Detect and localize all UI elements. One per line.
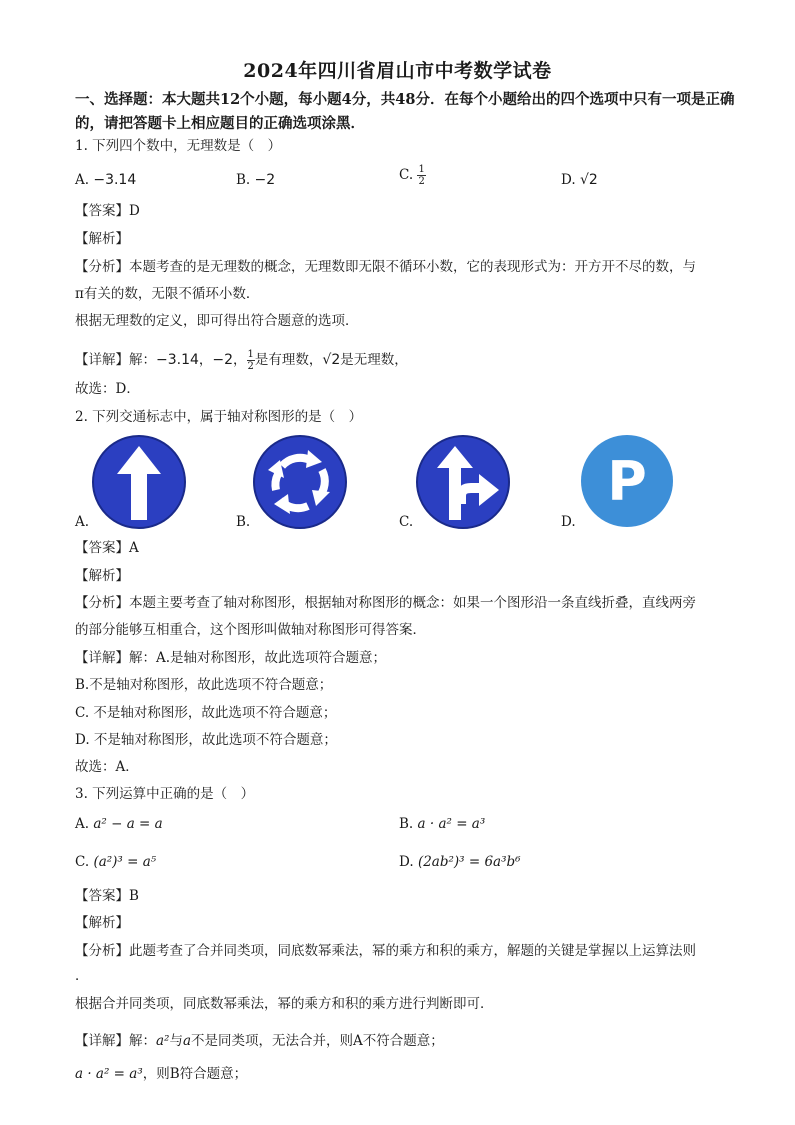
q1-answer: 【答案】D: [75, 203, 140, 219]
q1-option-b: [236, 172, 275, 188]
sign-straight-arrow-icon: [91, 434, 187, 530]
page-title: 2024年四川省眉山市中考数学试卷: [243, 60, 552, 82]
q3-analysis-tag: 【解析】: [75, 915, 129, 931]
q3-option-d: [399, 854, 521, 870]
option-expr: a · a² = a³: [417, 816, 486, 832]
q2-detail-line1: 【详解】解：A.是轴对称图形，故此选项符合题意；: [75, 650, 387, 666]
section-heading: 一、选择题：本大题共12个小题，每小题4分，共48分．在每个小题给出的四个选项中只有一项是正确的，请把答题卡上相应题目的正确选项涂黑．: [75, 91, 735, 132]
q1-conclusion: 故选：D．: [75, 381, 140, 397]
fraction-denominator: 2: [418, 176, 425, 187]
fraction: [417, 164, 425, 187]
q1-option-d: [561, 172, 598, 188]
q2-fenxi-line1: 【分析】本题主要考查了轴对称图形，根据轴对称图形的概念：如果一个图形沿一条直线折叠，直线两旁: [75, 595, 696, 611]
fraction-numerator: 1: [418, 164, 425, 175]
option-label: D.: [399, 854, 414, 870]
option-label: D.: [561, 172, 576, 188]
q3-option-b: [399, 816, 485, 832]
detail-end: 是无理数，: [340, 352, 408, 368]
detail-mid: 是有理数，: [254, 352, 323, 368]
option-label: C.: [75, 854, 90, 870]
detail-prefix: 【详解】解：: [75, 352, 156, 368]
sign-straight-or-right-icon: [415, 434, 511, 530]
q2-answer: 【答案】A: [75, 540, 139, 556]
option-label: B.: [236, 172, 251, 188]
option-expr: (a²)³ = a⁵: [93, 854, 157, 870]
q2-analysis-tag: 【解析】: [75, 568, 129, 584]
option-value: −2: [254, 172, 276, 188]
detail-value: √2: [322, 352, 341, 368]
detail-expr: a: [182, 1033, 192, 1049]
detail-expr: a²: [156, 1033, 170, 1049]
q2-conclusion: 故选：A．: [75, 759, 139, 775]
q2-option-a-label: A.: [75, 514, 90, 530]
q2-fenxi-line2: 的部分能够互相重合，这个图形叫做轴对称图形可得答案．: [75, 622, 426, 638]
sign-roundabout-icon: [252, 434, 348, 530]
q2-detail-line4: D. 不是轴对称图形，故此选项不符合题意；: [75, 732, 337, 748]
option-label: A.: [75, 816, 90, 832]
option-value: −3.14: [93, 172, 137, 188]
detail-prefix: 【详解】解：: [75, 1033, 156, 1049]
fraction-numerator: 1: [247, 349, 254, 360]
q3-stem: 3. 下列运算中正确的是（ ）: [75, 786, 255, 802]
q1-fenxi-line2: π有关的数，无限不循环小数．: [75, 286, 260, 302]
q3-option-a: [75, 816, 163, 832]
q3-detail-line1: [75, 1031, 444, 1051]
option-label: B.: [399, 816, 414, 832]
separator: ，: [198, 352, 213, 368]
q2-option-b-label: B.: [236, 514, 251, 530]
q3-answer: 【答案】B: [75, 888, 139, 904]
q3-option-c: [75, 854, 156, 870]
q1-option-a: [75, 172, 136, 188]
detail-expr: a · a² = a³: [75, 1066, 143, 1082]
q3-fenxi-line2: ．: [75, 968, 89, 984]
option-expr: a² − a = a: [93, 816, 163, 832]
q1-fenxi-line1: 【分析】本题考查的是无理数的概念，无理数即无限不循环小数，它的表现形式为：开方开不尽的数，与: [75, 259, 696, 275]
sign-parking-icon: [580, 434, 674, 528]
q1-stem: 1. 下列四个数中，无理数是（ ）: [75, 138, 282, 154]
separator: ，: [233, 352, 247, 368]
option-label: C.: [399, 167, 414, 183]
q1-fenxi-line3: 根据无理数的定义，即可得出符合题意的选项．: [75, 313, 359, 329]
q3-fenxi-line1: 【分析】此题考查了合并同类项，同底数幂乘法，幂的乘方和积的乘方，解题的关键是掌握以上运算法则: [75, 943, 696, 959]
q3-fenxi-line3: 根据合并同类项，同底数幂乘法，幂的乘方和积的乘方进行判断即可．: [75, 996, 494, 1012]
q1-analysis-tag: 【解析】: [75, 231, 129, 247]
detail-end: 不是同类项，无法合并，则A不符合题意；: [191, 1033, 444, 1049]
detail-mid: 与: [169, 1033, 183, 1049]
detail-value: −3.14: [156, 352, 199, 368]
q2-option-c-label: C.: [399, 514, 414, 530]
option-expr: (2ab²)³ = 6a³b⁶: [417, 854, 521, 870]
detail-end: ，则B符合题意；: [142, 1066, 248, 1082]
parking-letter: P: [607, 450, 647, 513]
detail-value: −2: [212, 352, 234, 368]
q3-detail-line2: [75, 1064, 247, 1084]
fraction: [247, 349, 255, 372]
q1-detail: [75, 349, 408, 372]
q2-detail-line3: C. 不是轴对称图形，故此选项不符合题意；: [75, 705, 337, 721]
q2-stem: 2. 下列交通标志中，属于轴对称图形的是（ ）: [75, 409, 363, 425]
q2-detail-line2: B.不是轴对称图形，故此选项不符合题意；: [75, 677, 333, 693]
q1-option-c: [399, 164, 426, 187]
q2-option-d-label: D.: [561, 514, 576, 530]
option-label: A.: [75, 172, 90, 188]
option-value: √2: [579, 172, 598, 188]
fraction-denominator: 2: [247, 361, 254, 372]
